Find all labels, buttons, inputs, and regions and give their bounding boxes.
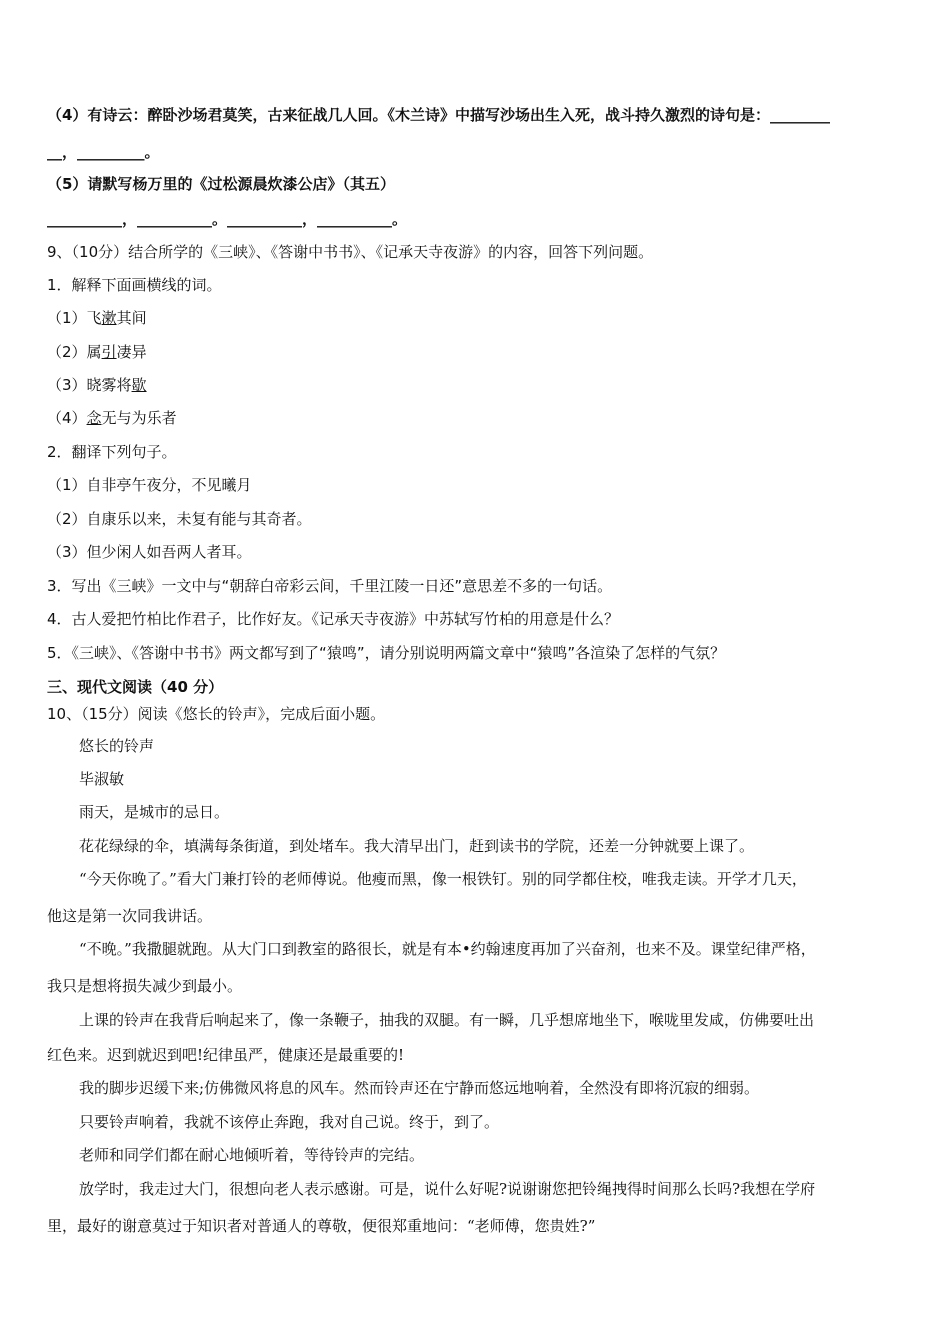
passage-p7: 只要铃声响着，我就不该停止奔跑，我对自己说。终于，到了。 <box>79 1113 500 1131</box>
q10-stem: 10、（15分）阅读《悠长的铃声》，完成后面小题。 <box>47 705 386 723</box>
passage-p3a: “今天你晚了。”看大门兼打铃的老师傅说。他瘦而黑，像一根铁钉。别的同学都住校，唯我走读。开学才几天， <box>79 870 807 888</box>
passage-p9b: 里，最好的谢意莫过于知识者对普通人的尊敬，便很郑重地问：“老师傅，您贵姓?” <box>47 1217 596 1235</box>
passage-p8: 老师和同学们都在耐心地倾听着，等待铃声的完结。 <box>79 1146 425 1164</box>
q9-part5: 5．《三峡》、《答谢中书书》两文都写到了“猿鸣”，请分别说明两篇文章中“猿鸣”各渲染了怎样的气氛？ <box>47 644 726 662</box>
q9-p2-3: （3）但少闲人如吾两人者耳。 <box>47 543 252 561</box>
passage-p5b: 红色来。迟到就迟到吧!纪律虽严，健康还是最重要的! <box>47 1046 405 1064</box>
passage-p5a: 上课的铃声在我背后响起来了，像一条鞭子，抽我的双腿。有一瞬，几乎想席地坐下，喉咙里发咸，仿佛要吐出 <box>79 1011 815 1029</box>
section3-heading: 三、现代文阅读（40 分） <box>47 678 224 696</box>
q9-p1-2: （2）属引凄异 <box>47 343 147 361</box>
q9-p1-4: （4）念无与为乐者 <box>47 409 177 427</box>
passage-p9a: 放学时，我走过大门，很想向老人表示感谢。可是，说什么好呢?说谢谢您把铃绳拽得时间那么长吗?我想在学府 <box>79 1180 816 1198</box>
q8-5-blanks: __________，__________。__________，__________。 <box>47 210 408 228</box>
passage-author: 毕淑敏 <box>79 770 125 788</box>
q9-part4: 4．古人爱把竹柏比作君子，比作好友。《记承天寺夜游》中苏轼写竹柏的用意是什么？ <box>47 610 620 628</box>
passage-p2: 花花绿绿的伞，填满每条街道，到处堵车。我大清早出门，赶到读书的学院，还差一分钟就要上课了。 <box>79 837 755 855</box>
q9-p2-1: （1）自非亭午夜分，不见曦月 <box>47 476 252 494</box>
passage-p4b: 我只是想将损失减少到最小。 <box>47 977 243 995</box>
q9-stem: 9、（10分）结合所学的《三峡》、《答谢中书书》、《记承天寺夜游》的内容，回答下列问题。 <box>47 243 654 261</box>
passage-title: 悠长的铃声 <box>79 737 155 755</box>
passage-p6: 我的脚步迟缓下来;仿佛微风将息的风车。然而铃声还在宁静而悠远地响着，全然没有即将沉寂的细弱。 <box>79 1079 760 1097</box>
passage-p1: 雨天，是城市的忌日。 <box>79 803 230 821</box>
q9-part2: 2．翻译下列句子。 <box>47 443 177 461</box>
q8-4-line2: __，_________。 <box>47 143 160 161</box>
passage-p4a: “不晚。”我撒腿就跑。从大门口到教室的路很长，就是有本•约翰速度再加了兴奋剂，也来不及。课堂纪律严格， <box>79 940 816 958</box>
q9-p1-3: （3）晓雾将歇 <box>47 376 147 394</box>
q9-p1-1: （1）飞漱其间 <box>47 309 147 327</box>
q9-part1: 1．解释下面画横线的词。 <box>47 276 222 294</box>
q8-5-title: （5）请默写杨万里的《过松源晨炊漆公店》（其五） <box>47 175 395 193</box>
q9-part3: 3．写出《三峡》一文中与“朝辞白帝彩云间，千里江陵一日还”意思差不多的一句话。 <box>47 577 613 595</box>
q8-4-line1: （4）有诗云：醉卧沙场君莫笑，古来征战几人回。《木兰诗》中描写沙场出生入死，战斗持久激烈的诗句是：________ <box>47 106 830 124</box>
q9-p2-2: （2）自康乐以来，未复有能与其奇者。 <box>47 510 312 528</box>
passage-p3b: 他这是第一次同我讲话。 <box>47 907 213 925</box>
